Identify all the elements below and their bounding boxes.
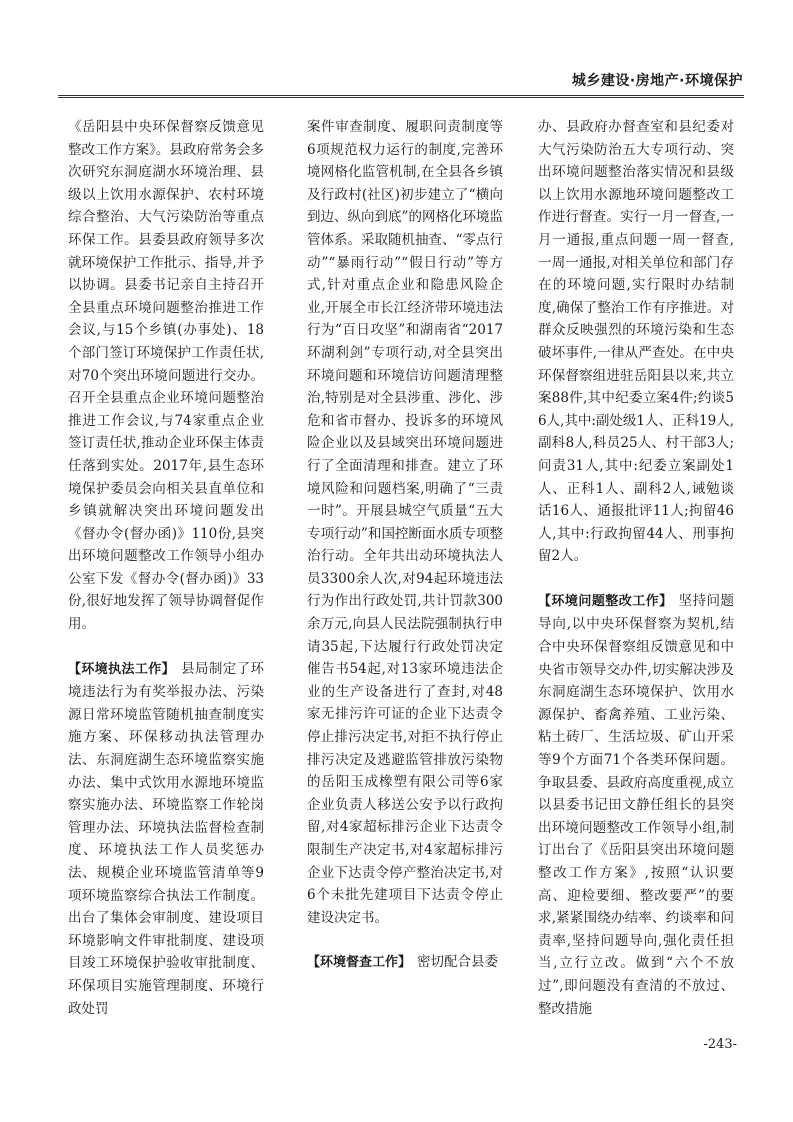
paragraph-supervision (307, 951, 503, 975)
section-heading-rectification: 【环境问题整改工作】 (538, 593, 673, 609)
section-text-enforcement: 县局制定了环境违法行为有奖举报办法、污染源日常环境监管随机抽查制度实施方案、环保移动执法管理办法、东洞庭湖生态环境监察实施办法、集中式饮用水源地环境监察实施办法、环境监察工作轮岗管理办法、环境执法监督检查制度、环境执法工作人员奖惩办法、规模企业环境监管清单等9项环境监察综合执法工作制度。出台了集体会审制度、建设项目环境影响文件审批制度、建设项目竣工环境保护验收审批制度、环保项目实施管理制度、环境行政处罚 (68, 660, 264, 1017)
text-column-3 (538, 116, 734, 1020)
section-heading-enforcement: 【环境执法工作】 (68, 661, 176, 677)
section-heading-supervision: 【环境督查工作】 (307, 955, 412, 971)
header-rule (58, 95, 744, 98)
text-column-2 (307, 116, 503, 975)
section-text-supervision: 密切配合县委 (417, 954, 499, 971)
paragraph-enforcement (68, 658, 264, 1021)
page-number: -243- (703, 1037, 737, 1052)
text-column-1 (68, 116, 264, 1020)
paragraph-plan-continuation: 《岳阳县中央环保督察反馈意见整改工作方案》。县政府常务会多次研究东洞庭湖水环境治理、县级以上饮用水源保护、农村环境综合整治、大气污染防治等重点环保工作。县委县政府领导多次就环境保护工作批示、指导,并予以协调。县委书记亲自主持召开全县重点环境问题整治推进工作会议,与15个乡镇(办事处)、18个部门签订环境保护工作责任状,对70个突出环境问题进行交办。召开全县重点企业环境问题整治推进工作会议,与74家重点企业签订责任状,推动企业环保主体责任落到实处。2017年,县生态环境保护委员会向相关县直单位和乡镇就解决突出环境问题发出《督办令(督办函)》110份,县突出环境问题整改工作领导小组办公室下发《督办令(督办函)》33份,很好地发挥了领导协调督促作用。 (68, 119, 264, 633)
running-head-section-title: 城乡建设·房地产·环境保护 (571, 73, 743, 89)
paragraph-supervision-continuation: 办、县政府办督查室和县纪委对大气污染防治五大专项行动、突出环境问题整治落实情况和县级以上饮用水源地环境问题整改工作进行督查。实行一月一督查,一月一通报,重点问题一周一督查,一周一通报,对相关单位和部门存在的环境问题,实行限时办结制度,确保了整治工作有序推进。对群众反映强烈的环境污染和生态破坏事件,一律从严查处。在中央环保督察组进驻岳阳县以来,共立案88件,其中纪委立案4件;约谈56人,其中:副处级1人、正科19人,副科8人,科员25人、村干部3人;问责31人,其中:纪委立案副处1人、正科1人、副科2人,诫勉谈话16人、通报批评11人;拘留46人,其中:行政拘留44人、刑事拘留2人。 (538, 119, 734, 565)
paragraph-rectification (538, 590, 734, 1020)
paragraph-enforcement-continuation: 案件审查制度、履职问责制度等6项规范权力运行的制度,完善环境网格化监管机制,在全县各乡镇及行政村(社区)初步建立了“横向到边、纵向到底”的网格化环境监管体系。采取随机抽查、“零点行动”“暴雨行动”“假日行动”等方式,针对重点企业和隐患风险企业,开展全市长江经济带环境违法行为“百日攻坚”和湖南省“2017环湖利剑”专项行动,对全县突出环境问题和环境信访问题清理整治,特别是对全县涉重、涉化、涉危和省市督办、投诉多的环境风险企业以及县域突出环境问题进行了全面清理和排查。建立了环境风险和问题档案,明确了“三责一时”。开展县城空气质量“五大专项行动”和国控断面水质专项整治行动。全年共出动环境执法人员3300余人次,对94起环境违法行为作出行政处罚,共计罚款300余万元,向县人民法院强制执行申请35起,下达履行行政处罚决定催告书54起,对13家环境违法企业的生产设备进行了查封,对48家无排污许可证的企业下达责令停止排污决定书,对拒不执行停止排污决定及逃避监管排放污染物的岳阳玉成橡塑有限公司等6家企业负责人移送公安予以行政拘留,对4家超标排污企业下达责令限制生产决定书,对4家超标排污企业下达责令停产整治决定书,对6个未批先建项目下达责令停止建设决定书。 (307, 119, 503, 926)
section-text-rectification: 坚持问题导向,以中央环保督察为契机,结合中央环保督察组反馈意见和中央省市领导交办件,切实解决涉及东洞庭湖生态环境保护、饮用水源保护、畜禽养殖、工业污染、粘土砖厂、生活垃圾、矿山开采等9个方面71个各类环保问题。争取县委、县政府高度重视,成立以县委书记田文静任组长的县突出环境问题整改工作领导小组,制订出台了《岳阳县突出环境问题整改工作方案》,按照“认识要高、迎检要细、整改要严”的要求,紧紧围绕办结率、约谈率和问责率,坚持问题导向,强化责任担当,立行立改。做到“六个不放过”,即问题没有查清的不放过、整改措施 (538, 592, 734, 1017)
